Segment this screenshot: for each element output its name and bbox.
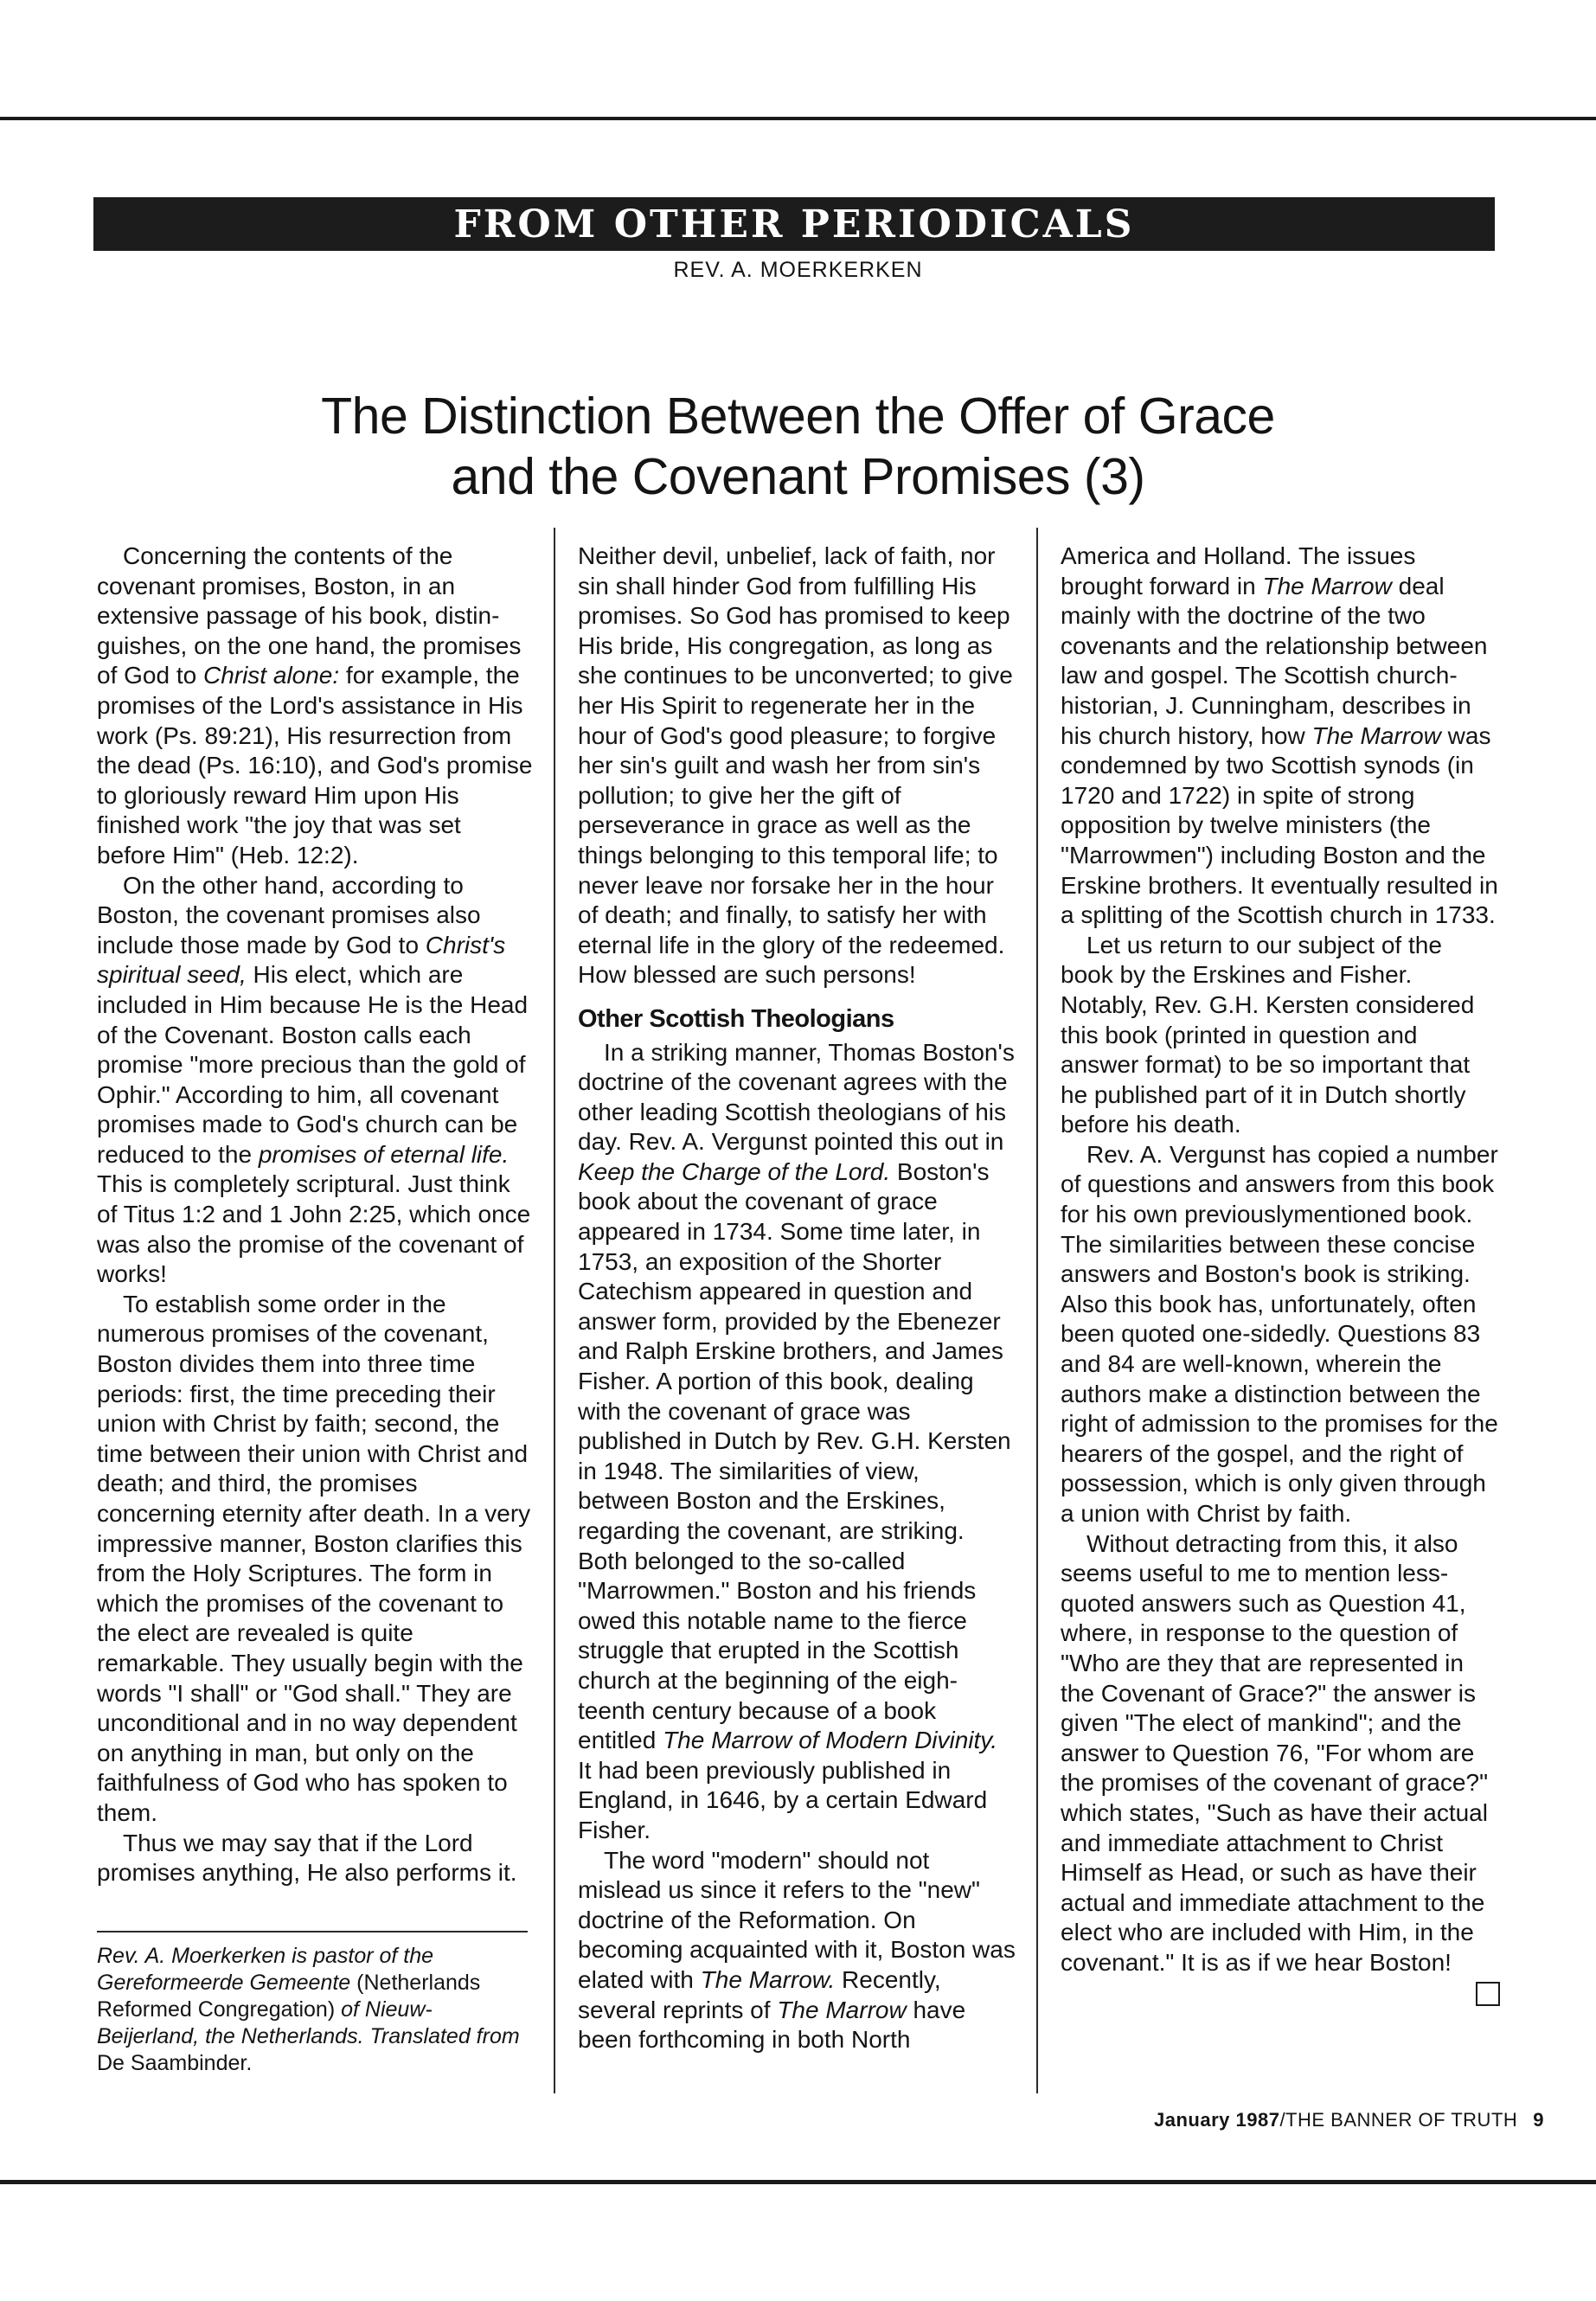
publication-name: /THE BANNER OF TRUTH [1279, 2109, 1518, 2131]
text-run: This is completely scriptural. Just think of Titus 1:2 and 1 John 2:25, which once was also the promise of the covenant of works! [97, 1170, 531, 1288]
italic-run: Christ alone: [202, 662, 340, 689]
text-run: (Netherlands Reformed Congregation) [97, 1971, 481, 2022]
paragraph: Thus we may say that if the Lord promises anything, He also performs it. [97, 1829, 517, 1887]
italic-run: The Marrow [1262, 572, 1392, 599]
paragraph: To establish some order in the numerous promises of the covenant, Boston divides them into three time periods: first, the time preceding their union with Christ by faith; second, the time between their union with Christ and death; and third, the promises concerning eternity after death. In a very impressive manner, Boston clarifies this from the Holy Scriptures. The form in which the promises of the covenant to the elect are revealed is quite remarkable. They usually begin with the words "I shall" or "God shall." They are unconditional and in no way dependent on anything in man, but only on the faithfulness of God who has spoken to them. [97, 1290, 531, 1826]
text-run: De Saambinder. [97, 2051, 253, 2075]
text-run: for example, the promises of the Lord's assistance in His work (Ps. 89:21), His resurrection from the dead (Ps. 16:10), and God's promise to gloriously reward Him upon His finished work "the joy that was set before Him" (Heb. 12:2). [97, 662, 533, 868]
paragraph: Rev. A. Vergunst has copied a number of questions and answers from this book for his own previouslymentioned book. The similarities between these concise answers and Boston's book is striking. Also this book has, unfortunately, often been quoted one-sidedly. Questions 83 and 84 are well-known, wherein the authors make a distinction between the right of admission to the promises for the hearers of the gospel, and the right of possession, which is only given through a union with Christ by faith. [1061, 1140, 1498, 1527]
text-run: Boston's book about the covenant of grace appeared in 1734. Some time later, in 1753, an exposition of the Shorter Catechism appeared in question and answer form, provided by the Ebenezer and Ralph Erskine brothers, and James Fisher. A portion of this book, dealing with the covenant of grace was published in Dutch by Rev. G.H. Kersten in 1948. The similarities of view, between Boston and the Erskines, regarding the covenant, are striking. Both belonged to the so-called "Marrowmen." Boston and his friends owed this notable name to the fierce struggle that erupted in the Scottish church at the beginning of the eighteenth century because of a book entitled [578, 1157, 1011, 1754]
author-footnote [97, 1943, 534, 2077]
author-byline: REV. A. MOERKERKEN [673, 258, 923, 282]
paragraph [97, 871, 534, 1290]
column-2 [578, 542, 1016, 2055]
text-run: Rev. A. Moerkerken is pastor of the Gereformeerde Gemeente [97, 1944, 434, 1995]
italic-run: The Marrow of Modern Divinity. [663, 1727, 998, 1754]
end-of-article-icon [1476, 1982, 1500, 2006]
article-title [0, 386, 1596, 507]
text-run: It had been previously published in England, in 1646, by a certain Edward Fisher. [578, 1756, 988, 1843]
paragraph [1061, 542, 1500, 931]
text-run: His elect, which are included in Him because He is the Head of the Covenant. Boston calls each promise "more precious than the gold of Ophir." According to him, all covenant promises made to God's church can be reduced to the [97, 961, 529, 1168]
text-run: Concerning the contents of the covenant promises, Boston, in an extensive passage of his book, distinguishes, on the one hand, the promises of God to [97, 542, 522, 689]
end-mark-wrap [1443, 1978, 1500, 2009]
text-run: On the other hand, according to Boston, the covenant promises also include those made by God to [97, 871, 481, 958]
footnote-divider [97, 1931, 528, 1932]
text-run: have been forthcoming in both North [578, 1996, 966, 2054]
italic-run: The Marrow. [700, 1965, 836, 1993]
paragraph: Let us return to our subject of the book by the Erskines and Fisher. Notably, Rev. G.H. Kersten considered this book (printed in question and answer format) to be so important that he published part of it in Dutch shortly before his death. [1061, 931, 1475, 1138]
italic-run: The Marrow [777, 1996, 907, 2023]
text-run: Recently, several reprints of [578, 1965, 941, 2023]
text-run: In a striking manner, Thomas Boston's doctrine of the covenant agrees with the other leading Scottish theologians of his day. Rev. A. Vergunst pointed this out in [578, 1038, 1015, 1156]
italic-run: The Marrow [1311, 721, 1441, 749]
paragraph [1061, 1529, 1500, 1978]
text-run: deal mainly with the doctrine of the two covenants and the relationship between law and gospel. The Scottish churchhistorian, J. Cunningham, describes in his church history, how [1061, 572, 1488, 749]
top-page-rule [0, 117, 1596, 120]
paragraph [97, 542, 534, 871]
paragraph [578, 1846, 1016, 2055]
column-3 [1061, 542, 1500, 2008]
text-run: Without detracting from this, it also seems useful to me to mention lessquoted answers such as Question 41, where, in response to the question of "Who are they that are represented in the Covenant of Grace?" the answer is given "The elect of mankind"; and the answer to Question 76, "For whom are the promises of the covenant of grace?" which states, "Such as have their actual and immediate attachment to Christ Himself as Head, or such as have their actual and immediate attachment to the elect who are included with Him, in the covenant." It is as if we hear Boston! [1061, 1529, 1489, 1976]
page-number: 9 [1533, 2109, 1545, 2131]
italic-run: Christ's spiritual seed, [97, 931, 506, 989]
text-run: of Nieuw-Beijerland, the Netherlands. Translated from [97, 1997, 520, 2048]
section-banner [93, 197, 1495, 251]
text-run: The word "modern" should not mislead us since it refers to the "new" doctrine of the Reformation. On becoming acquainted with it, Boston was elated with [578, 1846, 1016, 1993]
paragraph [578, 1038, 1016, 1846]
column-1 [97, 542, 534, 1888]
text-run: was condemned by two Scottish synods (in 1720 and 1722) in spite of strong opposition by twelve ministers (the "Marrowmen") including Boston and the Erskine brothers. It eventually resulted in a splitting of the Scottish church in 1733. [1061, 721, 1498, 929]
bottom-page-rule [0, 2180, 1596, 2184]
page-footer [1154, 2109, 1544, 2131]
column-divider [1036, 528, 1038, 2093]
title-line-2: and the Covenant Promises (3) [451, 448, 1145, 505]
italic-run: Keep the Charge of the Lord. [578, 1157, 891, 1185]
section-label: FROM OTHER PERIODICALS [453, 202, 1135, 247]
column-divider [554, 528, 555, 2093]
italic-run: promises of eternal life. [258, 1140, 510, 1168]
subheading: Other Scottish Theologians [578, 1004, 894, 1033]
paragraph: Neither devil, unbelief, lack of faith, nor sin shall hinder God from fulfilling His promises. So God has promised to keep His bride, His congregation, as long as she continues to be unconverted; to give her His Spirit to regenerate her in the hour of God's good pleasure; to forgive her sin's guilt and wash her from sin's pollution; to give her the gift of perseverance in grace as well as the things belonging to this temporal life; to never leave nor forsake her in the hour of death; and finally, to satisfy her with eternal life in the glory of the redeemed. How blessed are such persons! [578, 542, 1013, 989]
issue-date: January 1987 [1154, 2109, 1280, 2131]
title-line-1: The Distinction Between the Offer of Grace [321, 388, 1275, 445]
text-run: America and Holland. The issues brought forward in [1061, 542, 1416, 599]
